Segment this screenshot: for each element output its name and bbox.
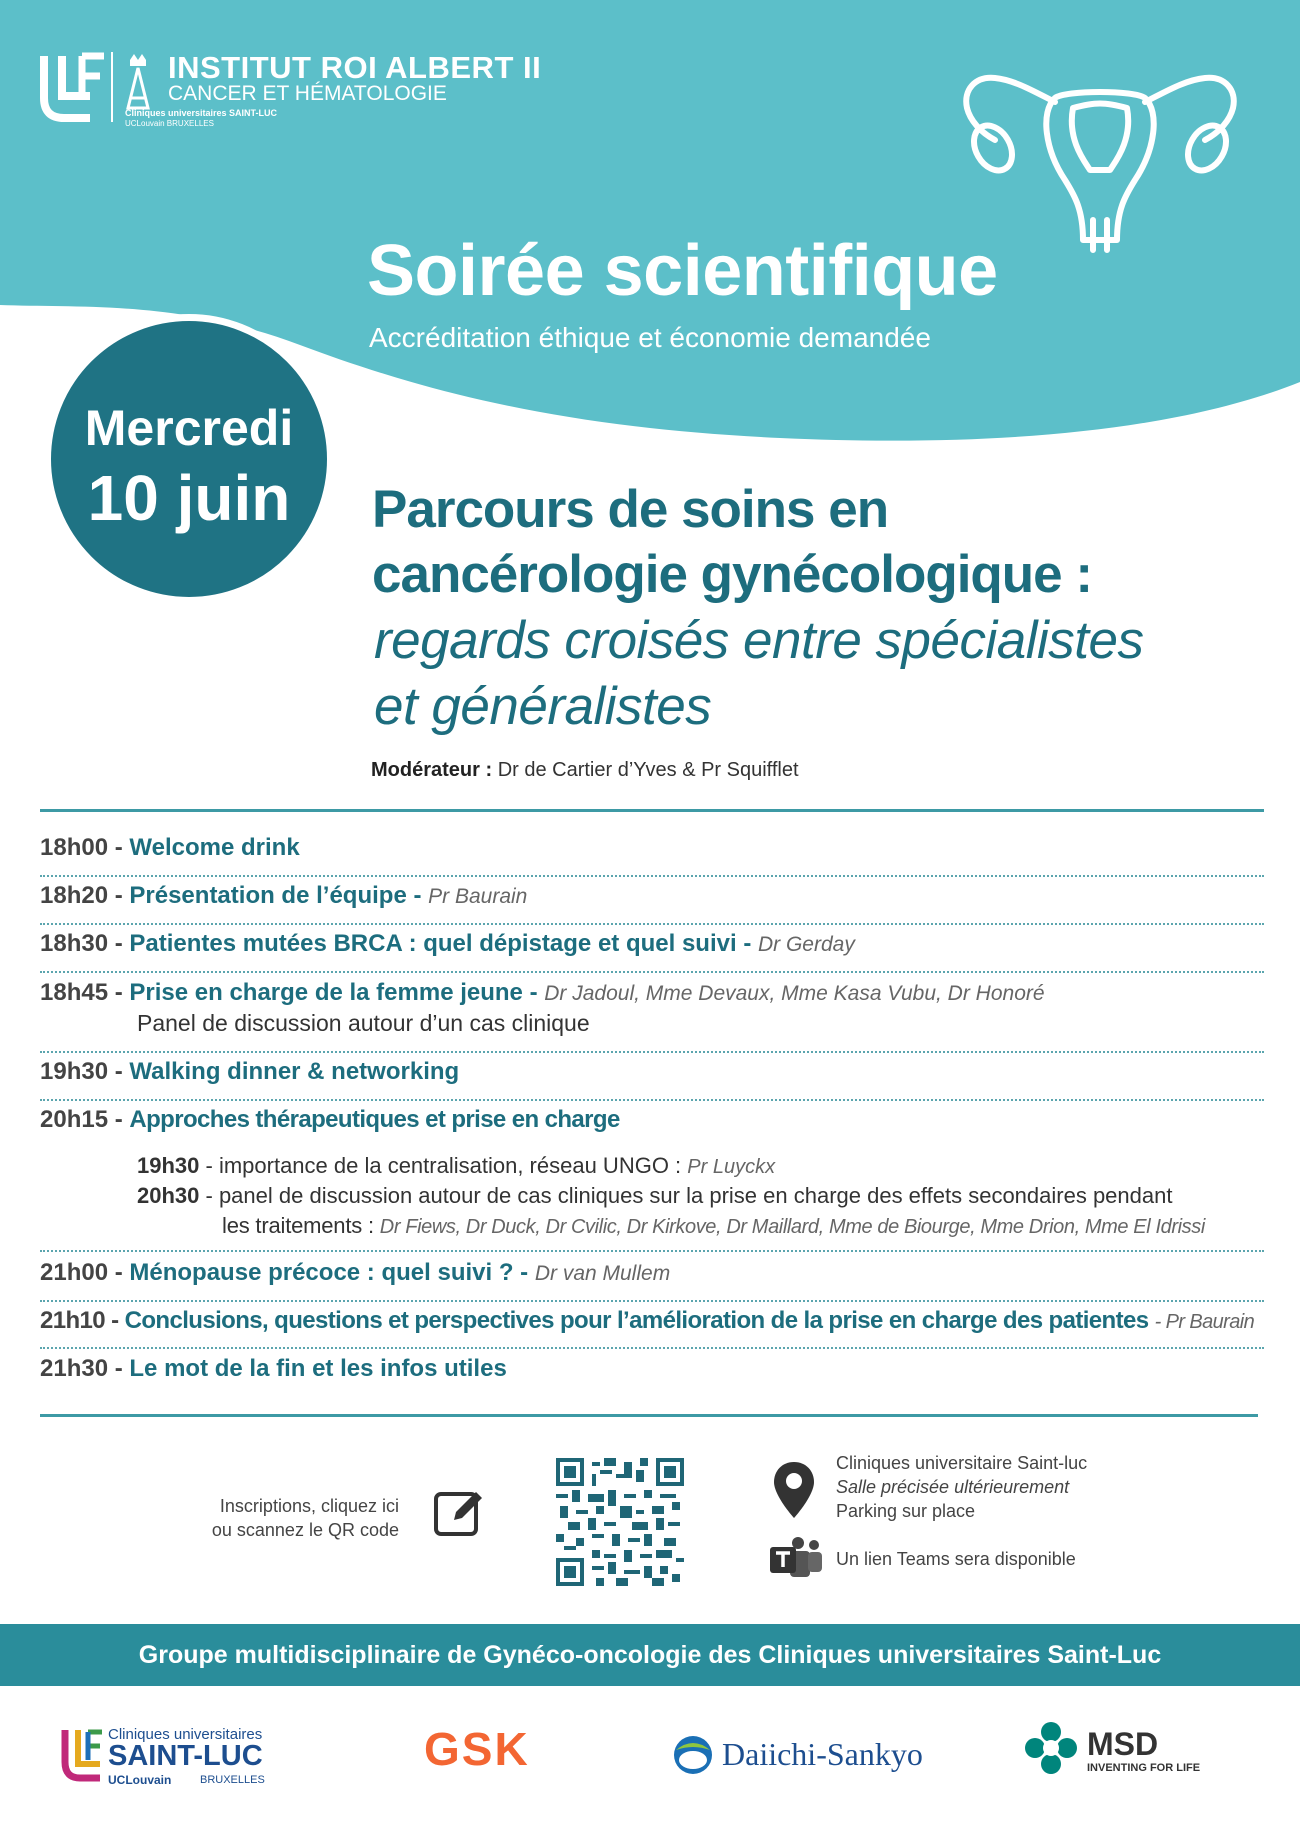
daiichi-globe-icon bbox=[672, 1734, 714, 1776]
sub-item-text: - importance de la centralisation, réseau UNGO : bbox=[199, 1153, 688, 1178]
daiichi-text: Daiichi-Sankyo bbox=[722, 1736, 923, 1772]
schedule-title: Walking dinner & networking bbox=[129, 1058, 460, 1085]
sub-item bbox=[222, 1213, 1205, 1239]
location-line-1: Cliniques universitaire Saint-luc bbox=[836, 1453, 1088, 1473]
schedule-time: 21h30 - bbox=[40, 1355, 123, 1382]
saint-luc-mark-icon bbox=[60, 1726, 104, 1784]
main-title-line-4: et généralistes bbox=[374, 677, 712, 736]
moderator-label: Modérateur : bbox=[371, 759, 493, 781]
schedule-time: 20h15 - bbox=[40, 1106, 123, 1133]
sub-item bbox=[137, 1183, 1172, 1209]
schedule-speaker: - Pr Baurain bbox=[1154, 1311, 1255, 1333]
event-title: Soirée scientifique bbox=[367, 231, 998, 311]
schedule-item bbox=[40, 979, 1045, 1007]
schedule-divider bbox=[40, 1300, 1264, 1302]
teams-text: Un lien Teams sera disponible bbox=[836, 1549, 1076, 1569]
event-subtitle: Accréditation éthique et économie demandée bbox=[369, 322, 931, 353]
footer-text: Groupe multidisciplinaire de Gynéco-oncologie des Cliniques universitaires Saint-Luc bbox=[138, 1641, 1162, 1669]
sub-item-speaker: Pr Luyckx bbox=[687, 1156, 776, 1178]
schedule-speaker: Dr van Mullem bbox=[534, 1262, 671, 1285]
msd-text: MSD bbox=[1087, 1726, 1159, 1762]
schedule-item bbox=[40, 1058, 459, 1086]
sub-item-time: 19h30 bbox=[137, 1153, 200, 1178]
schedule-item bbox=[40, 1259, 670, 1287]
date-weekday: Mercredi bbox=[84, 400, 294, 456]
schedule-title: Approches thérapeutiques et prise en charge bbox=[129, 1106, 620, 1133]
schedule-time: 18h00 - bbox=[40, 834, 123, 861]
date-badge bbox=[44, 314, 334, 604]
saint-luc-line-2: SAINT-LUC bbox=[108, 1740, 263, 1772]
schedule-time: 18h30 - bbox=[40, 930, 123, 957]
schedule-item bbox=[40, 834, 300, 862]
schedule-bottom-rule bbox=[40, 1414, 1258, 1417]
map-pin-icon bbox=[770, 1460, 818, 1520]
gsk-logo: GSK bbox=[424, 1723, 530, 1775]
schedule-item bbox=[40, 1355, 507, 1383]
schedule-title: Le mot de la fin et les infos utiles bbox=[129, 1355, 507, 1382]
schedule-item bbox=[40, 930, 855, 958]
teams-icon bbox=[768, 1535, 824, 1585]
institute-affiliation: Cliniques universitaires SAINT-LUC bbox=[125, 108, 278, 118]
main-title-line-3: regards croisés entre spécialistes bbox=[374, 611, 1144, 670]
schedule-divider bbox=[40, 1051, 1264, 1053]
moderator-value: Dr de Cartier d’Yves & Pr Squifflet bbox=[497, 759, 799, 781]
schedule-divider bbox=[40, 971, 1264, 973]
sub-item bbox=[137, 1153, 775, 1179]
schedule-speaker: Pr Baurain bbox=[428, 885, 528, 908]
schedule-divider bbox=[40, 923, 1264, 925]
schedule-divider bbox=[40, 1099, 1264, 1101]
schedule-divider bbox=[40, 875, 1264, 877]
institute-subtitle: CANCER ET HÉMATOLOGIE bbox=[168, 82, 447, 105]
location-line-3: Parking sur place bbox=[836, 1501, 976, 1521]
moderator bbox=[371, 759, 799, 782]
uterus-icon bbox=[955, 50, 1245, 262]
schedule-title: Prise en charge de la femme jeune - bbox=[129, 979, 538, 1006]
schedule-note: Panel de discussion autour d’un cas clinique bbox=[137, 1010, 590, 1036]
main-title-line-1: Parcours de soins en bbox=[372, 480, 889, 539]
sub-item-speaker: Dr Fiews, Dr Duck, Dr Cvilic, Dr Kirkove, Dr Maillard, Mme de Biourge, Mme Drion, Mme El Idrissi bbox=[379, 1216, 1205, 1238]
registration-line-1: Inscriptions, cliquez ici bbox=[219, 1496, 399, 1516]
schedule-title: Ménopause précoce : quel suivi ? - bbox=[129, 1259, 529, 1286]
schedule-time: 21h00 - bbox=[40, 1259, 123, 1286]
schedule-title: Welcome drink bbox=[129, 834, 300, 861]
sub-item-time: 20h30 bbox=[137, 1183, 200, 1208]
schedule-time: 21h10 - bbox=[40, 1307, 119, 1334]
schedule-speaker: Dr Gerday bbox=[757, 933, 855, 956]
schedule-speaker: Dr Jadoul, Mme Devaux, Mme Kasa Vubu, Dr Honoré bbox=[544, 982, 1045, 1005]
schedule-item bbox=[40, 1106, 620, 1134]
institute-affiliation-2: UCLouvain BRUXELLES bbox=[125, 119, 214, 128]
schedule-time: 18h20 - bbox=[40, 882, 123, 909]
institute-name: INSTITUT ROI ALBERT II bbox=[168, 50, 542, 85]
saint-luc-line-4: BRUXELLES bbox=[200, 1774, 265, 1786]
schedule-divider bbox=[40, 1250, 1264, 1252]
schedule-top-rule bbox=[40, 809, 1264, 812]
sub-item-text: - panel de discussion autour de cas cliniques sur la prise en charge des effets secondaires pendant bbox=[199, 1183, 1173, 1208]
qr-code[interactable] bbox=[556, 1458, 684, 1586]
registration-line-2: ou scannez le QR code bbox=[211, 1520, 399, 1540]
schedule-title: Conclusions, questions et perspectives pour l’amélioration de la prise en charge des patientes bbox=[124, 1307, 1149, 1334]
schedule-item bbox=[40, 1307, 1254, 1335]
main-title-line-2: cancérologie gynécologique : bbox=[372, 545, 1093, 604]
sub-item-text: les traitements : bbox=[222, 1213, 380, 1238]
date-day: 10 juin bbox=[87, 462, 291, 534]
schedule-item bbox=[40, 882, 527, 910]
location-line-2: Salle précisée ultérieurement bbox=[836, 1477, 1070, 1497]
schedule-title: Patientes mutées BRCA : quel dépistage et quel suivi - bbox=[129, 930, 752, 957]
schedule-title: Présentation de l’équipe - bbox=[129, 882, 422, 909]
saint-luc-line-1: Cliniques universitaires bbox=[108, 1726, 263, 1743]
saint-luc-line-3: UCLouvain bbox=[108, 1773, 172, 1787]
msd-mark-icon bbox=[1025, 1722, 1077, 1774]
schedule-time: 19h30 - bbox=[40, 1058, 123, 1085]
schedule-time: 18h45 - bbox=[40, 979, 123, 1006]
edit-icon[interactable] bbox=[432, 1484, 488, 1540]
schedule-divider bbox=[40, 1347, 1264, 1349]
footer-bar bbox=[0, 1624, 1300, 1686]
msd-tagline: INVENTING FOR LIFE bbox=[1087, 1762, 1201, 1774]
